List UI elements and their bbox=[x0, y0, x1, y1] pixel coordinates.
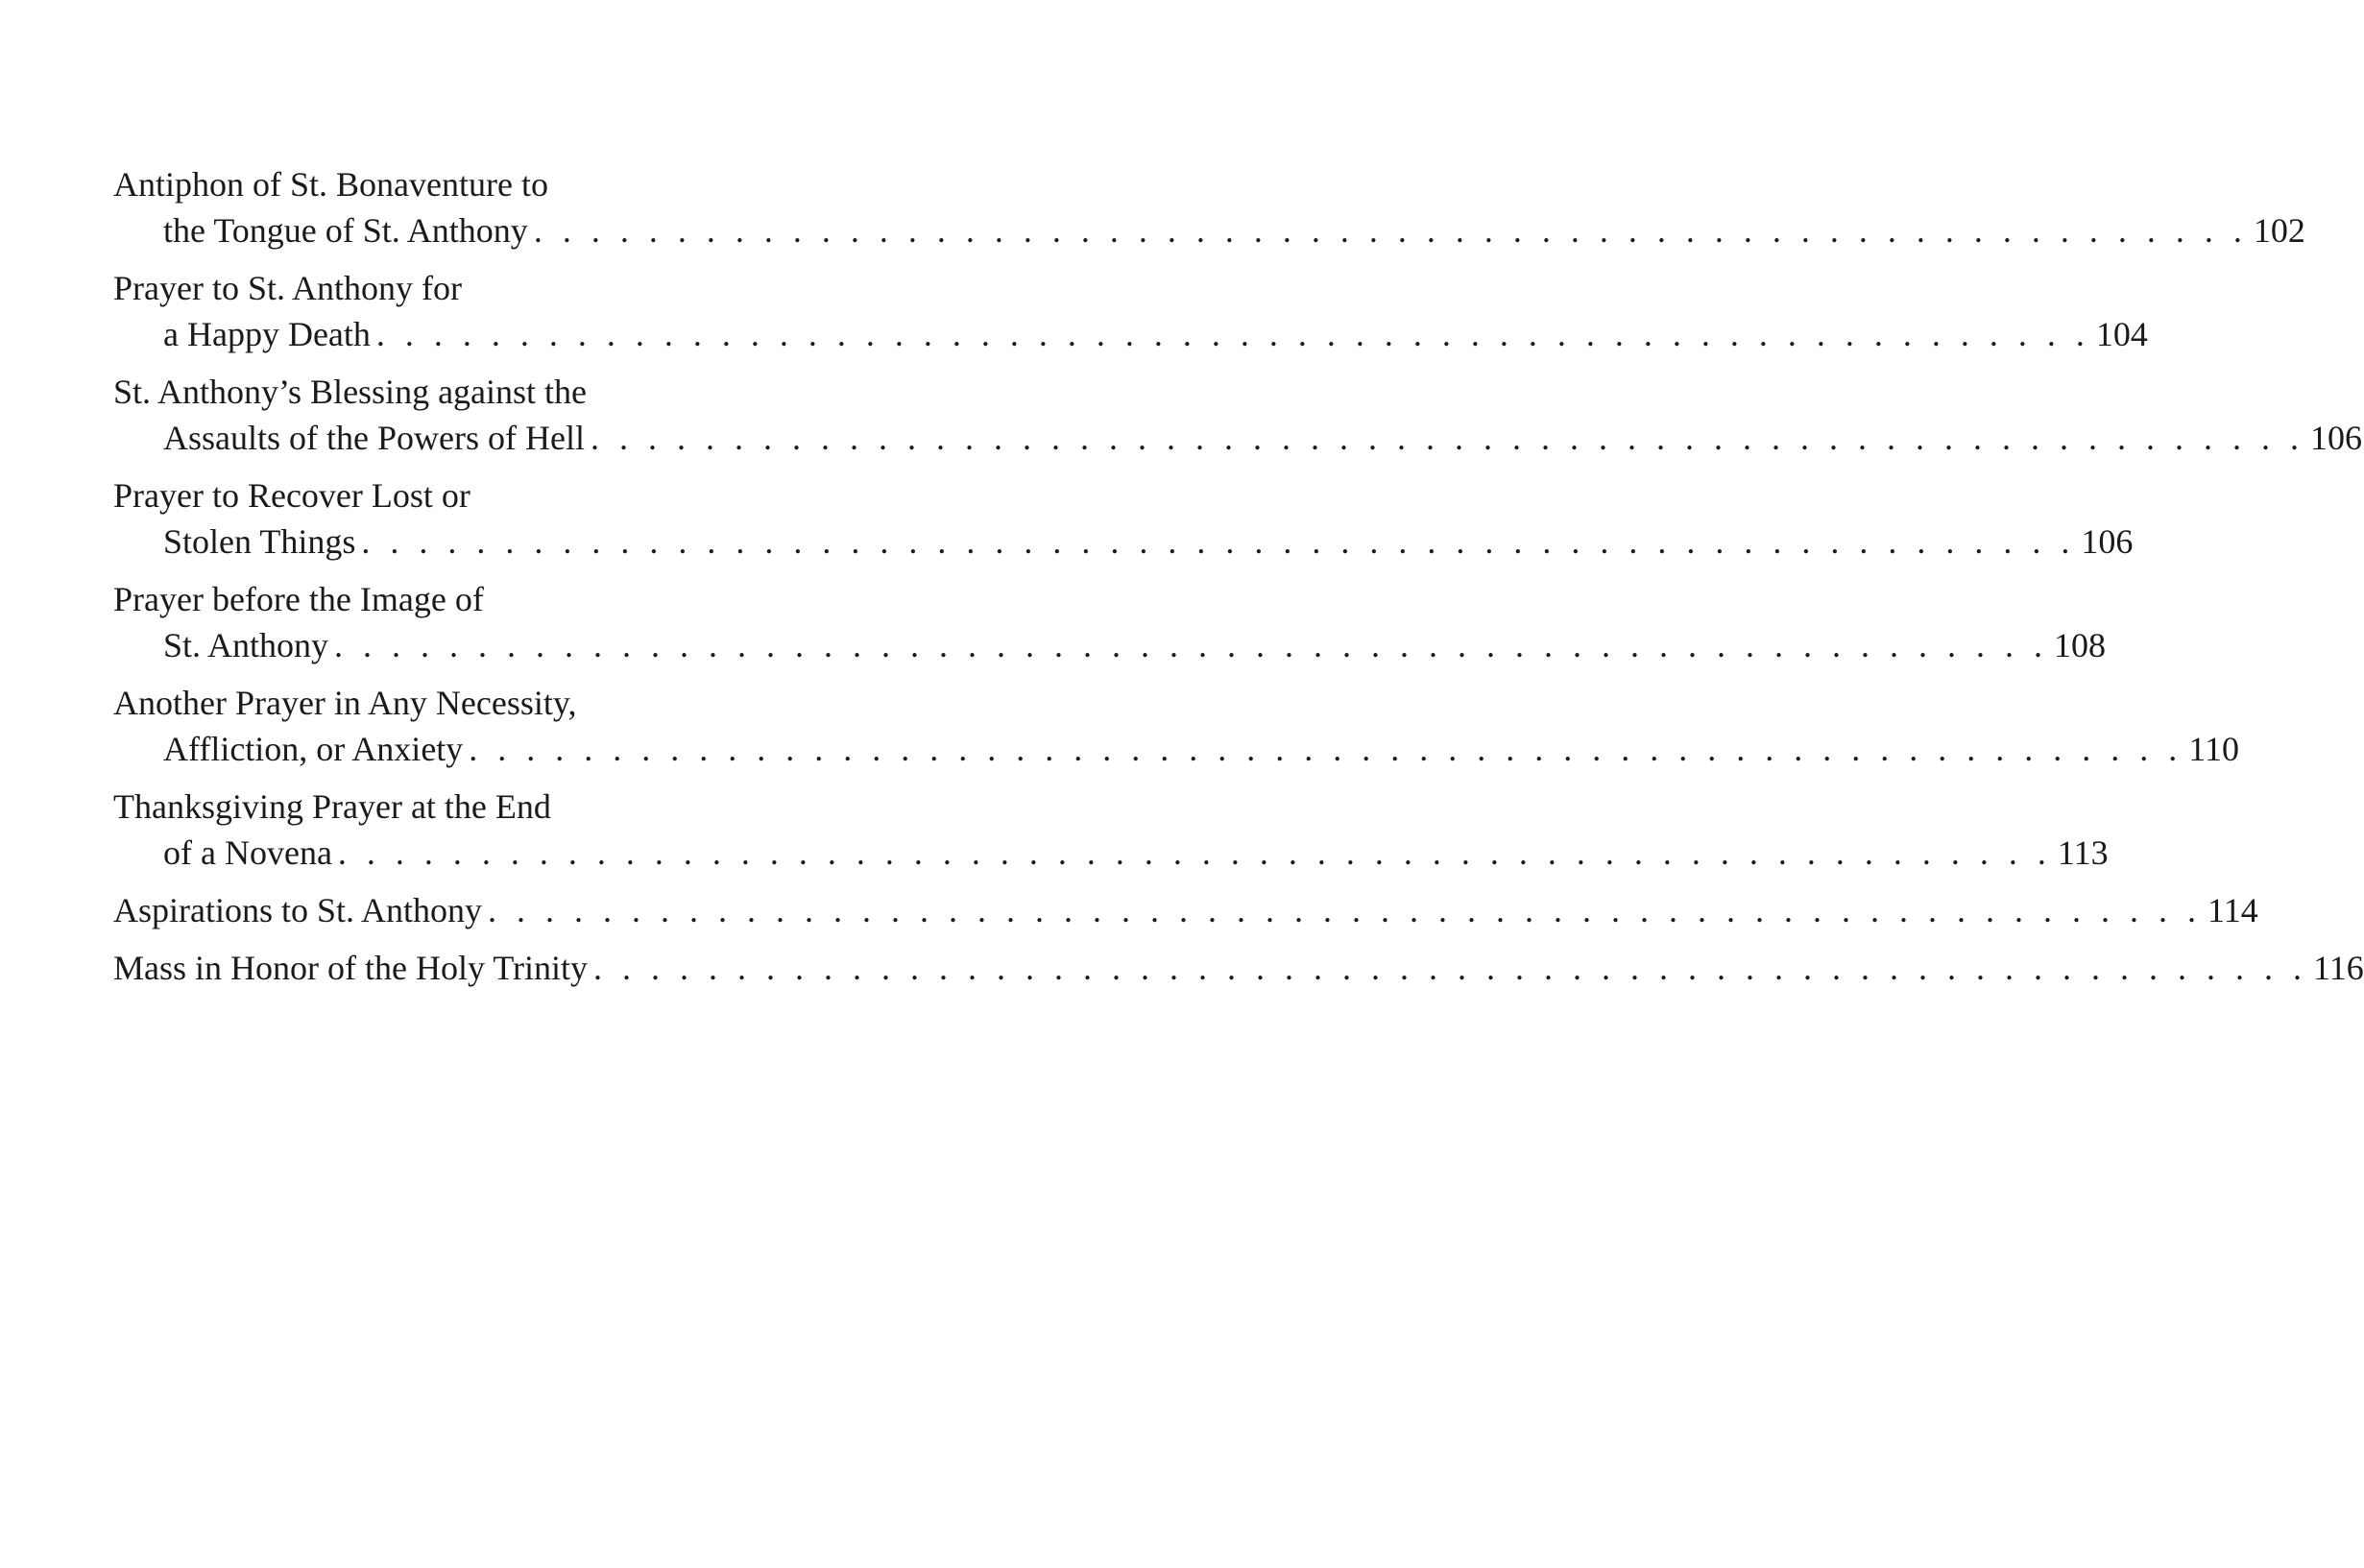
toc-entry[interactable] bbox=[113, 887, 2258, 933]
page-number: 116 bbox=[2313, 949, 2364, 987]
toc-entry-title-line2: St. Anthony bbox=[163, 626, 329, 664]
dot-leader: . . . . . . . . . . . . . . . . . . . . . . . . . . . . . . . . . . . . . . . . . . . . . . . . . . . . . . . . . . . . bbox=[488, 891, 2203, 929]
page-number: 106 bbox=[2309, 419, 2362, 457]
dot-leader: . . . . . . . . . . . . . . . . . . . . . . . . . . . . . . . . . . . . . . . . . . . . . . . . . . . . . . . . . . . . bbox=[337, 833, 2052, 872]
toc-entry-title-line1: Prayer to Recover Lost or bbox=[113, 476, 470, 515]
dot-leader: . . . . . . . . . . . . . . . . . . . . . . . . . . . . . . . . . . . . . . . . . . . . . . . . . . . . . . . . . . . . bbox=[375, 315, 2090, 353]
toc-entry-title-line2: a Happy Death bbox=[163, 315, 371, 353]
toc-entry[interactable] bbox=[113, 784, 2109, 876]
toc-entry-title-line2: of a Novena bbox=[163, 833, 332, 872]
toc-entry-title-line2: Affliction, or Anxiety bbox=[163, 730, 464, 768]
dot-leader: . . . . . . . . . . . . . . . . . . . . . . . . . . . . . . . . . . . . . . . . . . . . . . . . . . . . . . . . . . . . bbox=[334, 626, 2049, 664]
toc-entry[interactable] bbox=[113, 945, 2364, 991]
dot-leader: . . . . . . . . . . . . . . . . . . . . . . . . . . . . . . . . . . . . . . . . . . . . . . . . . . . . . . . . . . . . bbox=[590, 419, 2304, 457]
toc-entry-title-line1: Antiphon of St. Bonaventure to bbox=[113, 165, 548, 204]
toc-entry[interactable] bbox=[113, 161, 2305, 253]
toc-entry-title-line1: Prayer to St. Anthony for bbox=[113, 269, 462, 307]
dot-leader: . . . . . . . . . . . . . . . . . . . . . . . . . . . . . . . . . . . . . . . . . . . . . . . . . . . . . . . . . . . . bbox=[469, 730, 2183, 768]
toc-entry-title-line1: St. Anthony’s Blessing against the bbox=[113, 373, 588, 411]
toc-entry[interactable] bbox=[113, 680, 2239, 772]
toc-entry-title-line2: Stolen Things bbox=[163, 522, 356, 561]
toc-entry-title-line1: Prayer before the Image of bbox=[113, 580, 484, 618]
toc-entry-title-line2: the Tongue of St. Anthony bbox=[163, 211, 528, 250]
table-of-contents bbox=[113, 161, 2364, 1002]
toc-entry-title-line1: Another Prayer in Any Necessity, bbox=[113, 684, 577, 722]
toc-entry-title: Mass in Honor of the Holy Trinity bbox=[113, 949, 589, 987]
page-number: 104 bbox=[2095, 315, 2148, 353]
dot-leader: . . . . . . . . . . . . . . . . . . . . . . . . . . . . . . . . . . . . . . . . . . . . . . . . . . . . . . . . . . . . bbox=[361, 522, 2076, 561]
toc-entry[interactable] bbox=[113, 576, 2107, 668]
dot-leader: . . . . . . . . . . . . . . . . . . . . . . . . . . . . . . . . . . . . . . . . . . . . . . . . . . . . . . . . . . . . bbox=[593, 949, 2308, 987]
page-number: 113 bbox=[2057, 833, 2109, 872]
toc-entry-title: Aspirations to St. Anthony bbox=[113, 891, 483, 929]
page-number: 114 bbox=[2207, 891, 2258, 929]
page-number: 108 bbox=[2054, 626, 2107, 664]
toc-entry[interactable] bbox=[113, 472, 2134, 565]
toc-entry[interactable] bbox=[113, 369, 2362, 461]
toc-entry[interactable] bbox=[113, 265, 2148, 357]
page-number: 106 bbox=[2081, 522, 2134, 561]
page-number: 102 bbox=[2253, 211, 2305, 250]
page-number: 110 bbox=[2188, 730, 2239, 768]
toc-entry-title-line2: Assaults of the Powers of Hell bbox=[163, 419, 585, 457]
dot-leader: . . . . . . . . . . . . . . . . . . . . . . . . . . . . . . . . . . . . . . . . . . . . . . . . . . . . . . . . . . . . bbox=[533, 211, 2248, 250]
toc-entry-title-line1: Thanksgiving Prayer at the End bbox=[113, 787, 551, 826]
